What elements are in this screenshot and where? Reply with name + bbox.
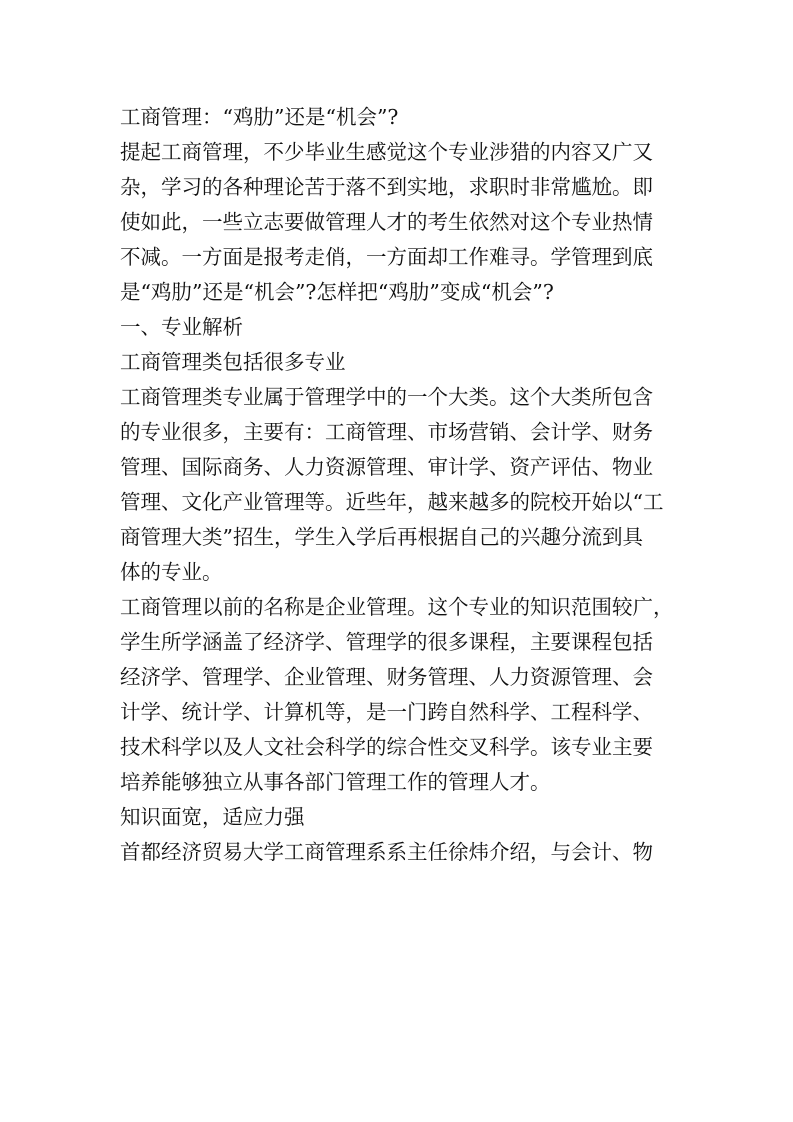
paragraph-line: 杂，学习的各种理论苦于落不到实地，求职时非常尴尬。即 [120,175,653,199]
paragraph-line: 提起工商管理，不少毕业生感觉这个专业涉猎的内容又广又 [120,140,653,164]
paragraph-line: 学生所学涵盖了经济学、管理学的很多课程，主要课程包括 [120,630,653,654]
paragraph-line: 经济学、管理学、企业管理、财务管理、人力资源管理、会 [120,665,653,689]
paragraph-line: 首都经济贸易大学工商管理系系主任徐炜介绍，与会计、物 [120,840,653,864]
paragraph-line: 是“鸡肋”还是“机会”?怎样把“鸡肋”变成“机会”? [120,280,554,304]
paragraph-line: 技术科学以及人文社会科学的综合性交叉科学。该专业主要 [120,735,653,759]
paragraph-line: 培养能够独立从事各部门管理工作的管理人才。 [120,770,551,794]
subsection-heading: 工商管理类包括很多专业 [120,350,346,374]
paragraph-line: 使如此，一些立志要做管理人才的考生依然对这个专业热情 [120,210,653,234]
paragraph-line: 工商管理以前的名称是企业管理。这个专业的知识范围较广， [120,595,674,619]
paragraph-line: 管理、国际商务、人力资源管理、审计学、资产评估、物业 [120,455,653,479]
paragraph-line: 不减。一方面是报考走俏，一方面却工作难寻。学管理到底 [120,245,653,269]
subsection-heading: 知识面宽，适应力强 [120,805,305,829]
paragraph-line: 计学、统计学、计算机等，是一门跨自然科学、工程科学、 [120,700,653,724]
paragraph-line: 商管理大类”招生，学生入学后再根据自己的兴趣分流到具 [120,525,643,549]
paragraph-line: 的专业很多，主要有：工商管理、市场营销、会计学、财务 [120,420,653,444]
section-heading: 一、专业解析 [120,315,243,339]
paragraph-line: 体的专业。 [120,560,223,584]
paragraph-line: 工商管理类专业属于管理学中的一个大类。这个大类所包含 [120,385,653,409]
document-title: 工商管理：“鸡肋”还是“机会”? [120,105,399,129]
document-page [120,100,680,870]
paragraph-line: 管理、文化产业管理等。近些年，越来越多的院校开始以“工 [120,490,664,514]
